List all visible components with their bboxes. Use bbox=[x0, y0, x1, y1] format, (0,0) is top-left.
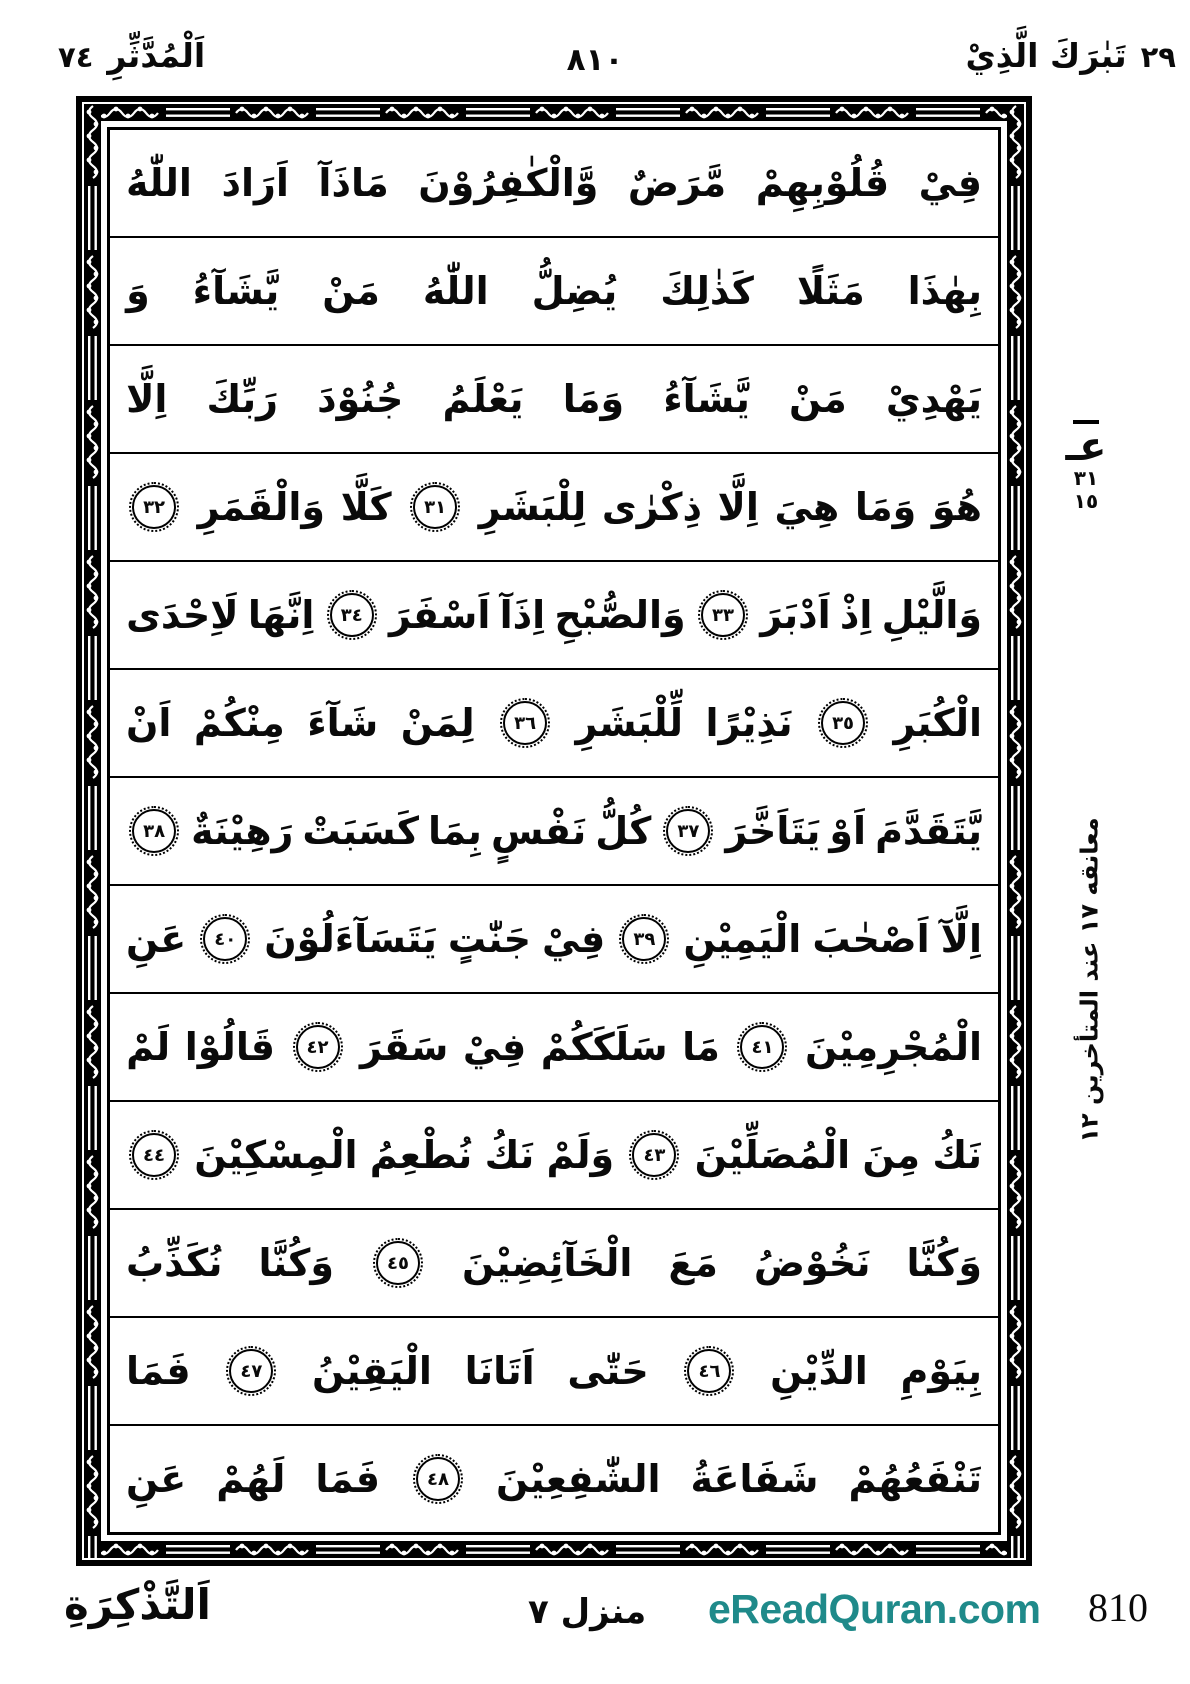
ayah-end-marker: ٤٢ bbox=[296, 1025, 340, 1069]
quran-word: اِلَّا bbox=[126, 377, 168, 421]
quran-word: مِنْكُمْ bbox=[193, 701, 285, 745]
ayah-end-marker: ٤٦ bbox=[687, 1349, 731, 1393]
quran-word: مَاذَآ bbox=[318, 161, 389, 205]
muanaqah-note: معانقه ١٧ عند المتأخرين ١٢ bbox=[1076, 817, 1104, 1143]
quran-word: جُنُوْدَ bbox=[317, 377, 404, 421]
quran-line bbox=[110, 670, 998, 778]
quran-word: الْيَمِيْنِ bbox=[683, 917, 802, 961]
quran-word: كَسَبَتْ bbox=[302, 809, 419, 853]
quran-word: فَمَا bbox=[315, 1457, 380, 1501]
quran-word: وَلَمْ bbox=[546, 1133, 615, 1177]
quran-word: وَكُنَّا bbox=[258, 1241, 335, 1285]
quran-word: وَالَّيْلِ bbox=[881, 593, 982, 637]
quran-line bbox=[110, 238, 998, 346]
quran-word: اِذْ bbox=[839, 593, 873, 637]
quran-word: مَعَ bbox=[668, 1241, 718, 1285]
quran-line bbox=[110, 1210, 998, 1318]
quran-word: يَتَسَآءَلُوْنَ bbox=[264, 917, 437, 961]
quran-word: فِيْ bbox=[918, 161, 982, 205]
quran-word: وَالصُّبْحِ bbox=[554, 593, 686, 637]
juz-name: تَبٰرَكَ الَّذِيْ bbox=[965, 36, 1127, 75]
ayah-end-marker: ٤٥ bbox=[376, 1241, 420, 1285]
quran-word: اَرَادَ bbox=[221, 161, 289, 205]
quran-word: قُلُوْبِهِمْ bbox=[755, 161, 890, 205]
quran-word: مَنْ bbox=[322, 269, 380, 313]
quran-word: يَتَاَخَّرَ bbox=[725, 809, 821, 853]
quran-word: لَمْ bbox=[126, 1025, 171, 1069]
quran-word: سَقَرَ bbox=[360, 1025, 449, 1069]
ayah-lines bbox=[107, 127, 1001, 1535]
ayah-end-marker: ٤١ bbox=[740, 1025, 784, 1069]
ayah-end-marker: ٣١ bbox=[413, 485, 457, 529]
page-number: 810 bbox=[1088, 1585, 1148, 1630]
ayah-end-marker: ٣٧ bbox=[666, 809, 710, 853]
quran-line bbox=[110, 886, 998, 994]
quran-word: يَّشَآءُ bbox=[192, 269, 280, 313]
quran-word: قَالُوْا bbox=[184, 1025, 275, 1069]
quran-word: الْيَقِيْنُ bbox=[312, 1349, 432, 1393]
quran-word: وَالْقَمَرِ bbox=[197, 485, 326, 529]
quran-line bbox=[110, 346, 998, 454]
quran-word: نَكُ bbox=[932, 1133, 982, 1177]
quran-word: مَّرَضٌ bbox=[627, 161, 727, 205]
border-ornament-left-icon bbox=[84, 104, 101, 1558]
border-ornament-right-icon bbox=[1007, 104, 1024, 1558]
quran-word: لِّلْبَشَرِ bbox=[575, 701, 684, 745]
border-ornament-top-icon bbox=[84, 104, 1024, 121]
ayah-end-marker: ٤٣ bbox=[632, 1133, 676, 1177]
ayah-end-marker: ٣٨ bbox=[132, 809, 176, 853]
quran-word: هِيَ bbox=[774, 485, 840, 529]
ayah-end-marker: ٣٩ bbox=[622, 917, 666, 961]
quran-word: نَخُوْضُ bbox=[753, 1241, 871, 1285]
quran-word: فِيْ bbox=[462, 1025, 527, 1069]
quran-word: اللّٰهُ bbox=[422, 269, 489, 313]
brand-watermark: eReadQuran.com bbox=[708, 1586, 1041, 1632]
border-ornament-bottom-icon bbox=[84, 1541, 1024, 1558]
quran-word: يَعْلَمُ bbox=[442, 377, 524, 421]
quran-word: اَصْحٰبَ bbox=[812, 917, 930, 961]
ayah-end-marker: ٤٤ bbox=[132, 1133, 176, 1177]
quran-word: وَكُنَّا bbox=[906, 1241, 982, 1285]
quran-word: حَتّٰى bbox=[567, 1349, 649, 1393]
quran-word: سَلَكَكُمْ bbox=[540, 1025, 668, 1069]
quran-word: عَنِ bbox=[126, 1457, 187, 1501]
quran-word: اِذَآ bbox=[499, 593, 546, 637]
quran-word: بِمَا bbox=[427, 809, 482, 853]
quran-word: نَكُ bbox=[484, 1133, 535, 1177]
quran-frame bbox=[76, 96, 1032, 1566]
quran-word: كَلَّا bbox=[340, 485, 392, 529]
surah-name: اَلْمُدَّثِّرِ bbox=[107, 36, 206, 75]
quran-word: نُكَذِّبُ bbox=[126, 1241, 223, 1285]
ayah-end-marker: ٤٨ bbox=[416, 1457, 460, 1501]
header-juz bbox=[965, 36, 1176, 75]
quran-word: تَنْفَعُهُمْ bbox=[848, 1457, 982, 1501]
quran-word: اِنَّهَا bbox=[247, 593, 315, 637]
quran-word: اِلَّآ bbox=[940, 917, 982, 961]
quran-word: الْمِسْكِيْنَ bbox=[194, 1133, 358, 1177]
juz-number: ٢٩ bbox=[1140, 40, 1176, 74]
ayah-end-marker: ٣٦ bbox=[503, 701, 547, 745]
quran-word: الْمُصَلِّيْنَ bbox=[694, 1133, 851, 1177]
quran-word: وَّالْكٰفِرُوْنَ bbox=[418, 161, 599, 205]
catchword-next-page: اَلتَّذْكِرَةِ bbox=[64, 1580, 211, 1629]
quran-word: يَّتَقَدَّمَ bbox=[875, 809, 982, 853]
quran-word: نُطْعِمُ bbox=[369, 1133, 473, 1177]
quran-word: عَنِ bbox=[126, 917, 187, 961]
quran-word: مِنَ bbox=[862, 1133, 921, 1177]
quran-word: وَمَا bbox=[854, 485, 917, 529]
ayah-end-marker: ٣٢ bbox=[132, 485, 176, 529]
ayah-end-marker: ٣٣ bbox=[701, 593, 745, 637]
ayah-end-marker: ٣٥ bbox=[821, 701, 865, 745]
ruku-ain-symbol: عـ bbox=[1065, 424, 1107, 470]
header-surah bbox=[58, 36, 205, 75]
quran-word: يَهْدِيْ bbox=[885, 377, 982, 421]
quran-line bbox=[110, 1426, 998, 1532]
quran-word: شَفَاعَةُ bbox=[690, 1457, 819, 1501]
ruku-ayah-number: ٣١ bbox=[1073, 466, 1099, 490]
quran-word: اَنْ bbox=[126, 701, 172, 745]
ruku-para-number: ١٥ bbox=[1073, 489, 1099, 513]
quran-word: نَذِيْرًا bbox=[705, 701, 793, 745]
quran-word: وَمَا bbox=[562, 377, 625, 421]
quran-word: اللّٰهُ bbox=[126, 161, 192, 205]
quran-word: بِيَوْمِ bbox=[900, 1349, 982, 1393]
quran-word: يَّشَآءُ bbox=[663, 377, 750, 421]
quran-word: جَنّٰتٍ bbox=[447, 917, 531, 961]
quran-word: الْخَآئِضِيْنَ bbox=[462, 1241, 633, 1285]
quran-word: رَهِيْنَةٌ bbox=[191, 809, 294, 853]
quran-line bbox=[110, 562, 998, 670]
quran-line bbox=[110, 1318, 998, 1426]
quran-word: وَ bbox=[126, 269, 150, 313]
ayah-end-marker: ٤٠ bbox=[203, 917, 247, 961]
quran-word: مَا bbox=[682, 1025, 720, 1069]
quran-word: بِهٰذَا bbox=[907, 269, 982, 313]
quran-word: الْكُبَرِ bbox=[893, 701, 982, 745]
quran-word: اَوْ bbox=[829, 809, 867, 853]
ayah-end-marker: ٣٤ bbox=[330, 593, 374, 637]
quran-word: اِلَّا bbox=[717, 485, 759, 529]
quran-word: كَذٰلِكَ bbox=[660, 269, 754, 313]
quran-word: اَتَانَا bbox=[464, 1349, 535, 1393]
page-number-arabic: ٨١٠ bbox=[566, 42, 624, 78]
quran-word: الدِّيْنِ bbox=[770, 1349, 868, 1393]
quran-word: مَنْ bbox=[789, 377, 847, 421]
quran-word: لِمَنْ bbox=[400, 701, 475, 745]
quran-word: فَمَا bbox=[126, 1349, 191, 1393]
quran-word: فِيْ bbox=[541, 917, 606, 961]
quran-word: رَبِّكَ bbox=[206, 377, 279, 421]
quran-word: اَدْبَرَ bbox=[760, 593, 831, 637]
quran-word: لَهُمْ bbox=[216, 1457, 286, 1501]
ornamental-border bbox=[84, 104, 1024, 1558]
quran-line bbox=[110, 778, 998, 886]
manzil-label: منزل ٧ bbox=[528, 1592, 647, 1632]
quran-line bbox=[110, 994, 998, 1102]
surah-number: ٧٤ bbox=[58, 40, 94, 74]
quran-line bbox=[110, 130, 998, 238]
quran-word: كُلُّ bbox=[595, 809, 652, 853]
quran-line bbox=[110, 1102, 998, 1210]
quran-word: نَفْسٍ bbox=[490, 809, 587, 853]
quran-word: الْمُجْرِمِيْنَ bbox=[804, 1025, 982, 1069]
quran-word: ذِكْرٰى bbox=[601, 485, 702, 529]
margin-note bbox=[1040, 800, 1140, 1160]
quran-word: يُضِلُّ bbox=[531, 269, 618, 313]
quran-word: مَثَلًا bbox=[796, 269, 865, 313]
quran-word: شَآءَ bbox=[307, 701, 379, 745]
ruku-marker bbox=[1050, 420, 1122, 512]
quran-line bbox=[110, 454, 998, 562]
quran-word: لَاِحْدَى bbox=[126, 593, 239, 637]
quran-word: هُوَ bbox=[931, 485, 982, 529]
ayah-end-marker: ٤٧ bbox=[229, 1349, 273, 1393]
quran-word: لِلْبَشَرِ bbox=[478, 485, 587, 529]
quran-word: اَسْفَرَ bbox=[388, 593, 491, 637]
quran-word: الشّٰفِعِيْنَ bbox=[496, 1457, 661, 1501]
